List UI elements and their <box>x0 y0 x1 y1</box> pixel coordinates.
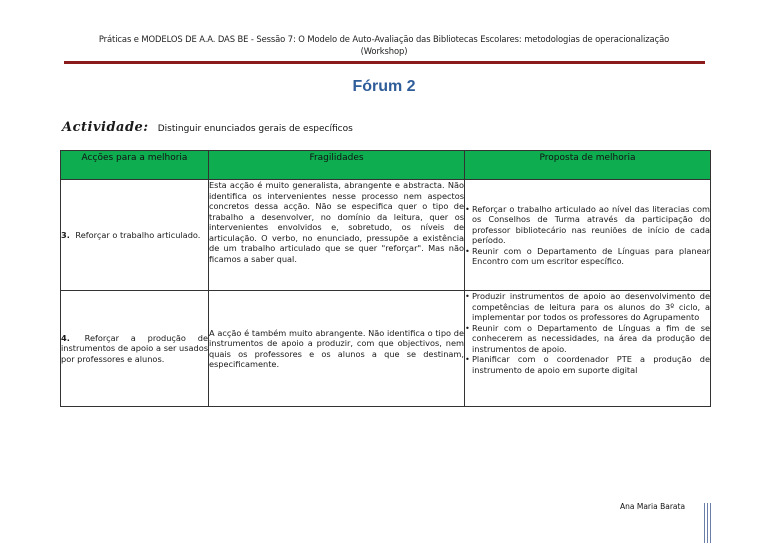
proposal-item: • Produzir instrumentos de apoio ao desenvolvimento de competências de leitura para os alunos do 3º ciclo, a implementar por todos os professores do Agrupamento <box>465 291 710 323</box>
action-text: Reforçar o trabalho articulado. <box>75 229 201 240</box>
document-header <box>60 33 708 57</box>
action-number: 3. <box>61 229 70 240</box>
column-header-weaknesses: Fragilidades <box>209 151 465 180</box>
table-row <box>61 180 711 291</box>
column-header-actions: Acções para a melhoria <box>61 151 209 180</box>
weakness-text: Esta acção é muito generalista, abrangente e abstracta. Não identifica os intervenientes nesse processo nem aspectos concretos dessa acção. Não se especifica quer o tipo de trabalho a desenvolver, no domínio da leitura, quer os intervenientes envolvidos e, sobretudo, os níveis de articulação. O verbo, no enunciado, pressupõe a existência de um trabalho articulado que se quer "reforçar". Mas não ficamos a saber qual. <box>209 180 464 264</box>
activity-label: Actividade: <box>62 120 149 135</box>
proposal-cell <box>465 291 711 407</box>
weakness-cell <box>209 180 465 291</box>
action-cell <box>61 291 209 407</box>
author-name: Ana Maria Barata <box>620 502 686 511</box>
action-text: Reforçar a produção de instrumentos de apoio a ser usados por professores e alunos. <box>61 332 208 364</box>
header-line-2: (Workshop) <box>360 46 408 56</box>
column-header-proposals: Proposta de melhoria <box>465 151 711 180</box>
activity-text: Distinguir enunciados gerais de específicos <box>157 124 353 134</box>
table-header-row <box>61 151 711 180</box>
proposal-cell <box>465 180 711 291</box>
weakness-cell <box>209 291 465 407</box>
proposal-item: • Reforçar o trabalho articulado ao nível das literacias com os Conselhos de Turma através da participação do professor bibliotecário nas reuniões de início de cada período. <box>465 204 710 246</box>
header-rule <box>64 61 705 64</box>
weakness-text: A acção é também muito abrangente. Não identifica o tipo de instrumentos de apoio a produzir, com que objectivos, nem quais os professores e os alunos a que se destinam, especificamente. <box>209 327 464 369</box>
activity-line <box>62 116 353 135</box>
table-row <box>61 291 711 407</box>
page-title: Fórum 2 <box>352 78 416 95</box>
action-cell <box>61 180 209 291</box>
page-edge-decoration <box>704 503 712 543</box>
proposal-item: • Reunir com o Departamento de Línguas a fim de se conhecerem as necessidades, na área da produção de instrumentos de apoio. <box>465 323 710 355</box>
action-number: 4. <box>61 332 70 343</box>
header-line-1: Práticas e MODELOS DE A.A. DAS BE - Sessão 7: O Modelo de Auto-Avaliação das Bibliotecas Escolares: metodologias de operacionalização <box>98 34 670 44</box>
proposal-item: • Planificar com o coordenador PTE a produção de instrumento de apoio em suporte digital <box>465 354 710 375</box>
improvement-table <box>60 150 711 407</box>
proposal-item: • Reunir com o Departamento de Línguas para planear Encontro com um escritor específico. <box>465 246 710 267</box>
